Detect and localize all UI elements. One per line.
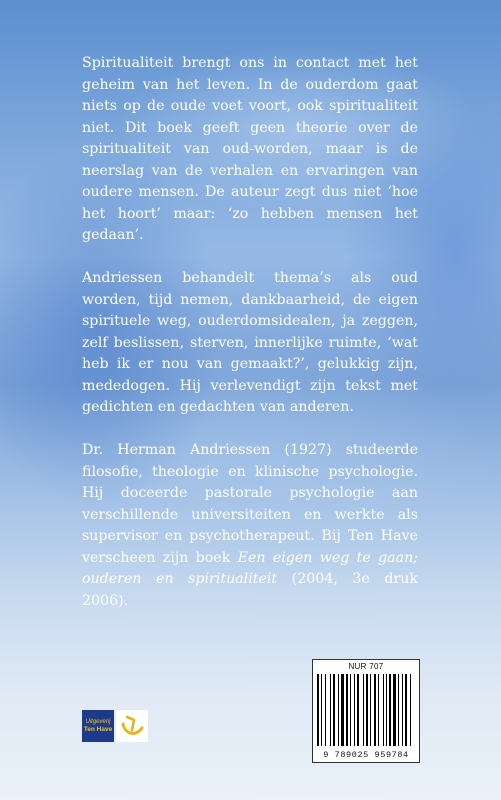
author-bio-paragraph — [82, 440, 418, 612]
nur-code: NUR 707 — [348, 662, 384, 671]
publisher-logo-line1: Uitgeverij — [85, 718, 111, 725]
barcode-bars — [317, 674, 415, 746]
publisher-logo-line2: Ten Have — [83, 725, 113, 733]
publisher-logo-ten-have — [82, 710, 114, 742]
blurb-paragraph-1: Spiritualiteit brengt ons in contact met het geheim van het leven. In de ouderdom gaat niets op de oude voet voort, ook spiritualiteit niet. Dit boek geeft geen theorie over de spiritualiteit van oud-worden, maar is de neerslag van de verhalen en ervaringen van oudere mensen. De auteur zegt dus niet ‘hoe het hoort’ maar: ‘zo hebben mensen het gedaan’. — [82, 55, 418, 243]
isbn-number: 9 789025 959784 — [323, 750, 409, 760]
isbn-barcode — [312, 659, 420, 763]
book-edition-info: (2004, 3e druk 2006). — [82, 571, 418, 609]
barcode-bar — [412, 674, 415, 746]
ten-have-emblem-icon — [116, 710, 148, 742]
blurb-paragraph-2: Andriessen behandelt thema’s als oud worden, tijd nemen, dankbaarheid, de eigen spirituele weg, ouderdomsidealen, ja zeggen, zelf beslissen, sterven, innerlijke ruimte, ‘wat heb ik er nou van gemaakt?’, gelukkig zijn, mededogen. Hij verlevendigt zijn tekst met gedichten en gedachten van anderen. — [82, 270, 418, 415]
author-bio-lead: Dr. Herman Andriessen (1927) studeerde filosofie, theologie en klinische psychologie. Hij doceerde pastorale psychologie aan verschillende universiteiten en werkte als supervisor en psychotherapeut. Bij Ten Have verscheen zijn boek — [82, 442, 418, 566]
book-title-reference: Een eigen weg te gaan; ouderen en spiritualiteit — [82, 549, 418, 587]
